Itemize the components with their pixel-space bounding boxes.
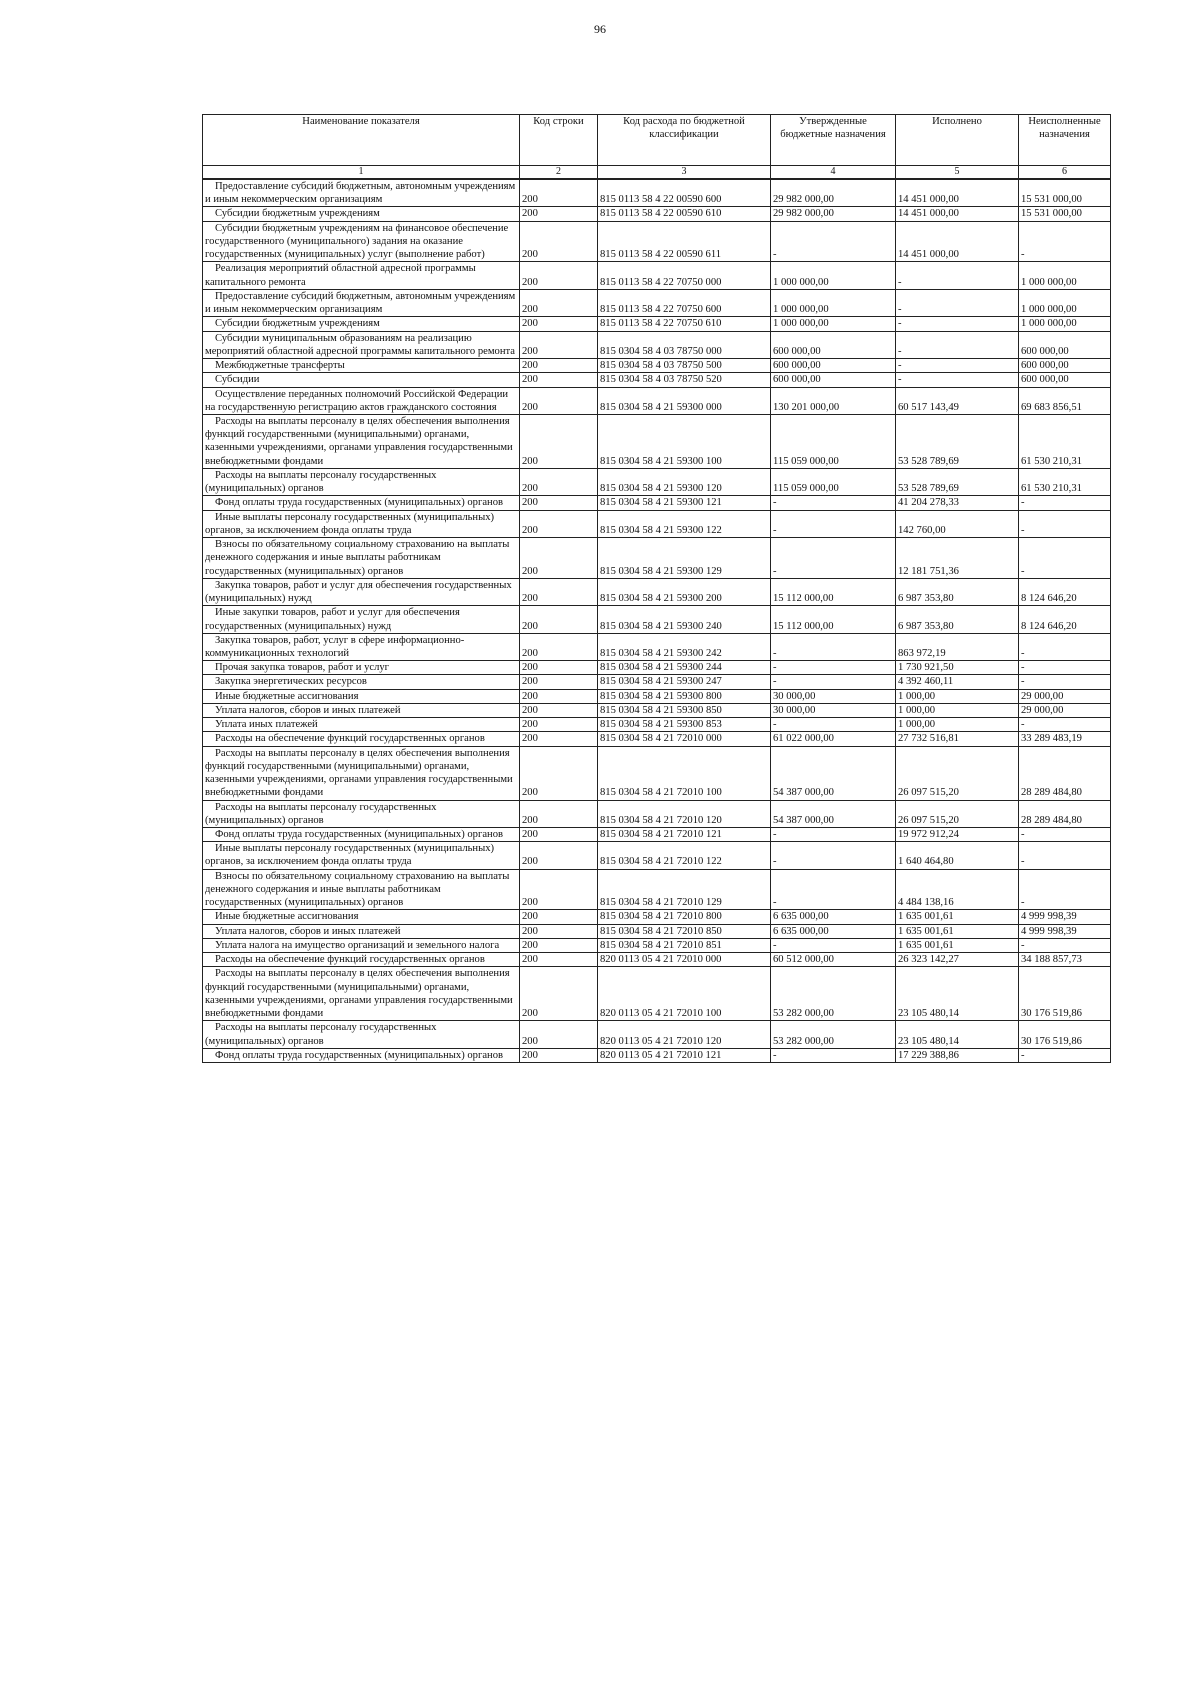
cell-approved: - [771,1048,896,1062]
table-row [203,732,1111,746]
table-row [203,910,1111,924]
cell-indicator-name: Иные бюджетные ассигнования [203,689,520,703]
cell-line-code: 200 [520,179,598,207]
cell-classification-code: 820 0113 05 4 21 72010 121 [598,1048,771,1062]
cell-line-code: 200 [520,842,598,869]
cell-line-code: 200 [520,538,598,579]
cell-line-code: 200 [520,869,598,910]
cell-line-code: 200 [520,1021,598,1048]
cell-line-code: 200 [520,828,598,842]
cell-unexecuted: - [1019,842,1111,869]
table-row [203,414,1111,468]
cell-unexecuted: 4 999 998,39 [1019,924,1111,938]
cell-executed: 23 105 480,14 [896,1021,1019,1048]
cell-approved: 30 000,00 [771,703,896,717]
cell-approved: 115 059 000,00 [771,468,896,495]
cell-indicator-name: Уплата налогов, сборов и иных платежей [203,703,520,717]
cell-line-code: 200 [520,317,598,331]
cell-executed: 1 730 921,50 [896,661,1019,675]
cell-unexecuted: 34 188 857,73 [1019,953,1111,967]
cell-line-code: 200 [520,800,598,827]
cell-executed: 1 635 001,61 [896,910,1019,924]
cell-approved: 1 000 000,00 [771,262,896,289]
cell-indicator-name: Закупка товаров, работ, услуг в сфере информационно-коммуникационных технологий [203,633,520,660]
cell-unexecuted: - [1019,1048,1111,1062]
header-approved: Утвержденные бюджетные назначения [771,115,896,166]
cell-approved: - [771,842,896,869]
table-body [203,179,1111,1063]
cell-executed: 4 484 138,16 [896,869,1019,910]
cell-classification-code: 815 0113 58 4 22 00590 600 [598,179,771,207]
cell-indicator-name: Расходы на выплаты персоналу государственных (муниципальных) органов [203,800,520,827]
cell-unexecuted: - [1019,496,1111,510]
cell-line-code: 200 [520,578,598,605]
table-row [203,718,1111,732]
cell-indicator-name: Прочая закупка товаров, работ и услуг [203,661,520,675]
cell-unexecuted: - [1019,938,1111,952]
cell-executed: 6 987 353,80 [896,578,1019,605]
table-row [203,1048,1111,1062]
cell-executed: 60 517 143,49 [896,387,1019,414]
cell-line-code: 200 [520,373,598,387]
cell-unexecuted: 28 289 484,80 [1019,800,1111,827]
cell-approved: 53 282 000,00 [771,1021,896,1048]
cell-executed: 53 528 789,69 [896,414,1019,468]
cell-classification-code: 815 0304 58 4 21 59300 129 [598,538,771,579]
table-row [203,468,1111,495]
column-number-row [203,166,1111,180]
cell-classification-code: 815 0304 58 4 21 59300 122 [598,510,771,537]
cell-line-code: 200 [520,718,598,732]
table-row [203,633,1111,660]
cell-classification-code: 815 0304 58 4 21 59300 853 [598,718,771,732]
cell-unexecuted: 600 000,00 [1019,359,1111,373]
cell-unexecuted: 61 530 210,31 [1019,414,1111,468]
cell-approved: 6 635 000,00 [771,910,896,924]
cell-classification-code: 815 0304 58 4 21 72010 800 [598,910,771,924]
cell-classification-code: 815 0113 58 4 22 70750 000 [598,262,771,289]
cell-approved: - [771,510,896,537]
cell-line-code: 200 [520,606,598,633]
cell-unexecuted: 28 289 484,80 [1019,746,1111,800]
cell-line-code: 200 [520,675,598,689]
cell-approved: - [771,661,896,675]
cell-classification-code: 815 0304 58 4 21 59300 240 [598,606,771,633]
cell-unexecuted: 29 000,00 [1019,703,1111,717]
table-row [203,1021,1111,1048]
cell-classification-code: 815 0304 58 4 21 72010 851 [598,938,771,952]
cell-indicator-name: Уплата налогов, сборов и иных платежей [203,924,520,938]
cell-executed: 14 451 000,00 [896,179,1019,207]
cell-line-code: 200 [520,732,598,746]
cell-line-code: 200 [520,221,598,262]
cell-unexecuted: 33 289 483,19 [1019,732,1111,746]
table-row [203,262,1111,289]
header-classification-code: Код расхода по бюджетной классификации [598,115,771,166]
budget-execution-table [202,114,1111,1063]
table-row [203,953,1111,967]
cell-executed: 1 000,00 [896,689,1019,703]
cell-classification-code: 820 0113 05 4 21 72010 120 [598,1021,771,1048]
cell-indicator-name: Реализация мероприятий областной адресной программы капитального ремонта [203,262,520,289]
cell-approved: 15 112 000,00 [771,606,896,633]
cell-approved: 130 201 000,00 [771,387,896,414]
cell-classification-code: 815 0304 58 4 03 78750 500 [598,359,771,373]
cell-line-code: 200 [520,510,598,537]
cell-unexecuted: 30 176 519,86 [1019,1021,1111,1048]
cell-indicator-name: Расходы на выплаты персоналу в целях обеспечения выполнения функций государственными (муниципальными) органами, казенными учреждениями, органами управления государственными внебюджетными фондами [203,414,520,468]
cell-classification-code: 815 0304 58 4 03 78750 520 [598,373,771,387]
cell-unexecuted: 8 124 646,20 [1019,578,1111,605]
cell-line-code: 200 [520,262,598,289]
cell-approved: - [771,496,896,510]
cell-unexecuted: 69 683 856,51 [1019,387,1111,414]
cell-unexecuted: 600 000,00 [1019,331,1111,358]
cell-executed: 1 635 001,61 [896,938,1019,952]
cell-executed: 17 229 388,86 [896,1048,1019,1062]
cell-executed: - [896,317,1019,331]
table-row [203,924,1111,938]
cell-executed: 142 760,00 [896,510,1019,537]
cell-line-code: 200 [520,1048,598,1062]
cell-indicator-name: Субсидии бюджетным учреждениям [203,207,520,221]
cell-classification-code: 815 0304 58 4 21 59300 247 [598,675,771,689]
table-header-row [203,115,1111,166]
cell-indicator-name: Иные выплаты персоналу государственных (муниципальных) органов, за исключением фонда оплаты труда [203,510,520,537]
cell-unexecuted: - [1019,718,1111,732]
cell-indicator-name: Иные закупки товаров, работ и услуг для обеспечения государственных (муниципальных) нужд [203,606,520,633]
table-row [203,373,1111,387]
cell-executed: 1 000,00 [896,718,1019,732]
cell-line-code: 200 [520,414,598,468]
cell-line-code: 200 [520,289,598,316]
column-number: 6 [1019,166,1111,180]
cell-unexecuted: 15 531 000,00 [1019,179,1111,207]
cell-line-code: 200 [520,953,598,967]
cell-executed: 6 987 353,80 [896,606,1019,633]
cell-classification-code: 815 0304 58 4 21 59300 121 [598,496,771,510]
cell-indicator-name: Расходы на выплаты персоналу в целях обеспечения выполнения функций государственными (муниципальными) органами, казенными учреждениями, органами управления государственными внебюджетными фондами [203,967,520,1021]
cell-indicator-name: Предоставление субсидий бюджетным, автономным учреждениям и иным некоммерческим организациям [203,289,520,316]
cell-indicator-name: Взносы по обязательному социальному страхованию на выплаты денежного содержания и иные выплаты работникам государственных (муниципальных) органов [203,869,520,910]
cell-approved: 1 000 000,00 [771,317,896,331]
cell-approved: 600 000,00 [771,331,896,358]
cell-classification-code: 815 0304 58 4 21 59300 800 [598,689,771,703]
cell-executed: 53 528 789,69 [896,468,1019,495]
cell-line-code: 200 [520,633,598,660]
cell-executed: 26 097 515,20 [896,746,1019,800]
header-indicator-name: Наименование показателя [203,115,520,166]
cell-approved: - [771,828,896,842]
column-number: 3 [598,166,771,180]
table-row [203,800,1111,827]
cell-line-code: 200 [520,910,598,924]
cell-approved: 30 000,00 [771,689,896,703]
cell-classification-code: 815 0304 58 4 21 72010 850 [598,924,771,938]
cell-indicator-name: Расходы на обеспечение функций государственных органов [203,732,520,746]
cell-executed: 1 000,00 [896,703,1019,717]
cell-executed: - [896,359,1019,373]
table-row [203,967,1111,1021]
cell-approved: - [771,633,896,660]
table-row [203,828,1111,842]
table-row [203,675,1111,689]
cell-indicator-name: Уплата налога на имущество организаций и земельного налога [203,938,520,952]
cell-unexecuted: - [1019,633,1111,660]
cell-classification-code: 815 0304 58 4 21 59300 100 [598,414,771,468]
table-row [203,387,1111,414]
column-number: 2 [520,166,598,180]
cell-classification-code: 820 0113 05 4 21 72010 000 [598,953,771,967]
cell-unexecuted: 1 000 000,00 [1019,289,1111,316]
cell-executed: - [896,331,1019,358]
cell-classification-code: 815 0113 58 4 22 00590 610 [598,207,771,221]
cell-approved: 53 282 000,00 [771,967,896,1021]
cell-classification-code: 815 0304 58 4 21 59300 200 [598,578,771,605]
page-number: 96 [594,22,606,36]
cell-executed: 26 097 515,20 [896,800,1019,827]
cell-unexecuted: - [1019,661,1111,675]
cell-approved: 61 022 000,00 [771,732,896,746]
cell-indicator-name: Закупка энергетических ресурсов [203,675,520,689]
cell-indicator-name: Расходы на выплаты персоналу государственных (муниципальных) органов [203,1021,520,1048]
cell-unexecuted: 30 176 519,86 [1019,967,1111,1021]
table-row [203,746,1111,800]
table-row [203,359,1111,373]
cell-line-code: 200 [520,331,598,358]
cell-approved: 54 387 000,00 [771,800,896,827]
table-row [203,703,1111,717]
cell-approved: 60 512 000,00 [771,953,896,967]
cell-indicator-name: Расходы на выплаты персоналу государственных (муниципальных) органов [203,468,520,495]
cell-unexecuted: 29 000,00 [1019,689,1111,703]
cell-approved: - [771,221,896,262]
cell-unexecuted: - [1019,538,1111,579]
cell-executed: 1 640 464,80 [896,842,1019,869]
cell-unexecuted: - [1019,828,1111,842]
table-row [203,869,1111,910]
cell-executed: 27 732 516,81 [896,732,1019,746]
cell-classification-code: 815 0304 58 4 21 72010 120 [598,800,771,827]
table-row [203,317,1111,331]
cell-line-code: 200 [520,207,598,221]
table-row [203,842,1111,869]
cell-unexecuted: - [1019,675,1111,689]
table-row [203,578,1111,605]
cell-indicator-name: Закупка товаров, работ и услуг для обеспечения государственных (муниципальных) нужд [203,578,520,605]
table-row [203,606,1111,633]
cell-line-code: 200 [520,689,598,703]
cell-indicator-name: Субсидии бюджетным учреждениям [203,317,520,331]
cell-indicator-name: Фонд оплаты труда государственных (муниципальных) органов [203,496,520,510]
cell-approved: 600 000,00 [771,373,896,387]
cell-indicator-name: Иные выплаты персоналу государственных (муниципальных) органов, за исключением фонда оплаты труда [203,842,520,869]
column-number: 1 [203,166,520,180]
cell-line-code: 200 [520,387,598,414]
cell-indicator-name: Взносы по обязательному социальному страхованию на выплаты денежного содержания и иные выплаты работникам государственных (муниципальных) органов [203,538,520,579]
header-line-code: Код строки [520,115,598,166]
cell-classification-code: 815 0304 58 4 21 72010 129 [598,869,771,910]
cell-unexecuted: 8 124 646,20 [1019,606,1111,633]
cell-indicator-name: Уплата иных платежей [203,718,520,732]
table-row [203,496,1111,510]
table-row [203,289,1111,316]
cell-classification-code: 815 0113 58 4 22 00590 611 [598,221,771,262]
cell-indicator-name: Субсидии бюджетным учреждениям на финансовое обеспечение государственного (муниципального) задания на оказание государственных (муниципальных) услуг (выполнение работ) [203,221,520,262]
table-row [203,938,1111,952]
cell-unexecuted: 15 531 000,00 [1019,207,1111,221]
cell-indicator-name: Расходы на выплаты персоналу в целях обеспечения выполнения функций государственными (муниципальными) органами, казенными учреждениями, органами управления государственными внебюджетными фондами [203,746,520,800]
cell-approved: - [771,718,896,732]
cell-classification-code: 820 0113 05 4 21 72010 100 [598,967,771,1021]
cell-indicator-name: Расходы на обеспечение функций государственных органов [203,953,520,967]
cell-executed: 4 392 460,11 [896,675,1019,689]
cell-indicator-name: Межбюджетные трансферты [203,359,520,373]
cell-indicator-name: Предоставление субсидий бюджетным, автономным учреждениям и иным некоммерческим организациям [203,179,520,207]
cell-approved: 1 000 000,00 [771,289,896,316]
cell-executed: 14 451 000,00 [896,207,1019,221]
table-row [203,661,1111,675]
cell-line-code: 200 [520,661,598,675]
cell-unexecuted: - [1019,869,1111,910]
cell-line-code: 200 [520,468,598,495]
cell-line-code: 200 [520,359,598,373]
cell-line-code: 200 [520,746,598,800]
cell-classification-code: 815 0113 58 4 22 70750 610 [598,317,771,331]
cell-executed: 19 972 912,24 [896,828,1019,842]
cell-unexecuted: - [1019,510,1111,537]
cell-classification-code: 815 0304 58 4 03 78750 000 [598,331,771,358]
cell-indicator-name: Субсидии муниципальным образованиям на реализацию мероприятий областной адресной программы капитального ремонта [203,331,520,358]
cell-unexecuted: 600 000,00 [1019,373,1111,387]
cell-classification-code: 815 0304 58 4 21 72010 121 [598,828,771,842]
cell-unexecuted: - [1019,221,1111,262]
cell-indicator-name: Осуществление переданных полномочий Российской Федерации на государственную регистрацию актов гражданского состояния [203,387,520,414]
cell-executed: - [896,289,1019,316]
cell-classification-code: 815 0113 58 4 22 70750 600 [598,289,771,316]
cell-approved: 29 982 000,00 [771,179,896,207]
table-row [203,221,1111,262]
cell-unexecuted: 4 999 998,39 [1019,910,1111,924]
cell-line-code: 200 [520,924,598,938]
table-row [203,689,1111,703]
table-row [203,538,1111,579]
table-row [203,510,1111,537]
cell-line-code: 200 [520,703,598,717]
cell-approved: 29 982 000,00 [771,207,896,221]
cell-line-code: 200 [520,938,598,952]
table-row [203,207,1111,221]
cell-unexecuted: 1 000 000,00 [1019,317,1111,331]
cell-line-code: 200 [520,967,598,1021]
cell-approved: 54 387 000,00 [771,746,896,800]
cell-approved: 600 000,00 [771,359,896,373]
column-number: 5 [896,166,1019,180]
cell-classification-code: 815 0304 58 4 21 59300 242 [598,633,771,660]
cell-line-code: 200 [520,496,598,510]
cell-classification-code: 815 0304 58 4 21 59300 120 [598,468,771,495]
cell-classification-code: 815 0304 58 4 21 59300 244 [598,661,771,675]
cell-approved: 6 635 000,00 [771,924,896,938]
header-unexecuted: Неисполненные назначения [1019,115,1111,166]
cell-approved: - [771,538,896,579]
cell-unexecuted: 1 000 000,00 [1019,262,1111,289]
cell-classification-code: 815 0304 58 4 21 72010 100 [598,746,771,800]
table-row [203,331,1111,358]
cell-approved: 115 059 000,00 [771,414,896,468]
table-row [203,179,1111,207]
cell-indicator-name: Фонд оплаты труда государственных (муниципальных) органов [203,828,520,842]
cell-classification-code: 815 0304 58 4 21 72010 122 [598,842,771,869]
cell-classification-code: 815 0304 58 4 21 72010 000 [598,732,771,746]
cell-indicator-name: Фонд оплаты труда государственных (муниципальных) органов [203,1048,520,1062]
cell-approved: - [771,675,896,689]
cell-approved: - [771,938,896,952]
cell-executed: 26 323 142,27 [896,953,1019,967]
cell-executed: - [896,373,1019,387]
cell-executed: 23 105 480,14 [896,967,1019,1021]
cell-executed: 14 451 000,00 [896,221,1019,262]
cell-executed: 12 181 751,36 [896,538,1019,579]
cell-executed: 41 204 278,33 [896,496,1019,510]
cell-executed: - [896,262,1019,289]
cell-indicator-name: Субсидии [203,373,520,387]
cell-approved: 15 112 000,00 [771,578,896,605]
column-number: 4 [771,166,896,180]
cell-executed: 1 635 001,61 [896,924,1019,938]
cell-classification-code: 815 0304 58 4 21 59300 000 [598,387,771,414]
header-executed: Исполнено [896,115,1019,166]
cell-classification-code: 815 0304 58 4 21 59300 850 [598,703,771,717]
cell-approved: - [771,869,896,910]
cell-indicator-name: Иные бюджетные ассигнования [203,910,520,924]
cell-unexecuted: 61 530 210,31 [1019,468,1111,495]
cell-executed: 863 972,19 [896,633,1019,660]
